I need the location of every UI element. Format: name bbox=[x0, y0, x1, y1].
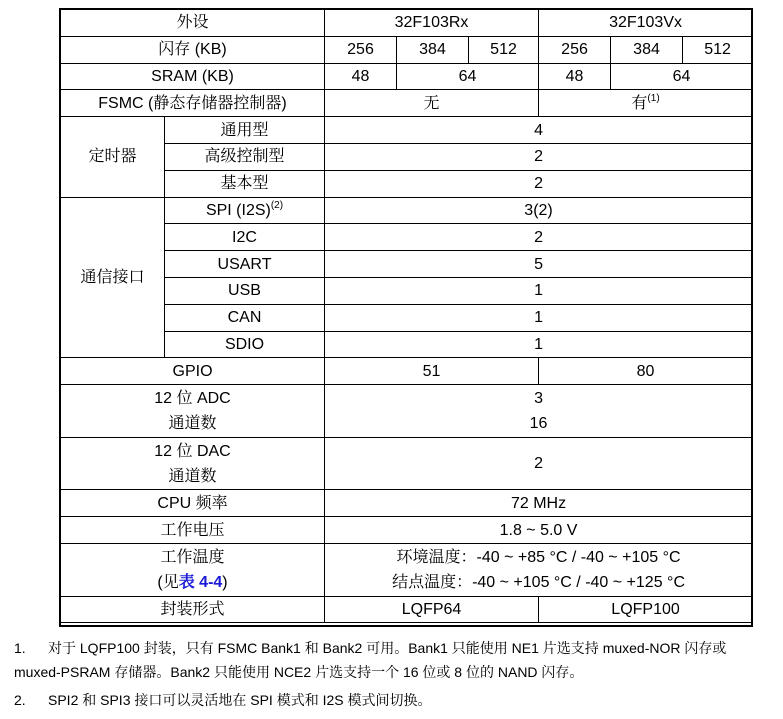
footnote-line bbox=[14, 636, 726, 660]
footnote-2 bbox=[14, 688, 432, 712]
temp-value-line1: 环境温度：-40 ~ +85 °C / -40 ~ +105 °C bbox=[396, 548, 681, 566]
package-rx: LQFP64 bbox=[325, 596, 539, 623]
timer-group-label: 定时器 bbox=[61, 117, 165, 197]
flash-cell: 384 bbox=[611, 36, 683, 63]
footnote-number: 2. bbox=[14, 692, 26, 708]
comm-value: 1 bbox=[325, 331, 753, 358]
comm-label: SDIO bbox=[165, 331, 325, 358]
table-ref-link[interactable]: 表 4-4 bbox=[178, 573, 223, 591]
flash-cell: 512 bbox=[683, 36, 753, 63]
adc-row bbox=[61, 385, 753, 438]
gpio-vx: 80 bbox=[539, 358, 753, 385]
comm-label: I2C bbox=[165, 224, 325, 251]
flash-cell: 512 bbox=[469, 36, 539, 63]
flash-cell: 384 bbox=[397, 36, 469, 63]
cpu-value: 72 MHz bbox=[325, 490, 753, 517]
comm-row bbox=[61, 251, 753, 278]
timer-value: 2 bbox=[325, 143, 753, 170]
sram-cell: 48 bbox=[539, 63, 611, 90]
spec-table bbox=[60, 9, 753, 623]
comm-label: USB bbox=[165, 277, 325, 304]
dac-label bbox=[61, 437, 325, 490]
comm-row bbox=[61, 224, 753, 251]
dac-value: 2 bbox=[325, 437, 753, 490]
temp-ref-post: ) bbox=[222, 573, 228, 591]
fsmc-rx: 无 bbox=[325, 90, 539, 117]
comm-row bbox=[61, 197, 753, 224]
comm-row bbox=[61, 304, 753, 331]
comm-value: 3(2) bbox=[325, 197, 753, 224]
fsmc-vx bbox=[539, 90, 753, 117]
comm-row bbox=[61, 277, 753, 304]
temp-label-line2 bbox=[61, 570, 324, 595]
dac-label-line2: 通道数 bbox=[168, 467, 217, 485]
adc-value-line2: 16 bbox=[529, 414, 548, 432]
adc-label-line2: 通道数 bbox=[168, 414, 217, 432]
temp-label bbox=[61, 543, 325, 596]
timer-value: 2 bbox=[325, 170, 753, 197]
temp-value bbox=[325, 543, 753, 596]
temp-ref-pre: (见 bbox=[157, 573, 179, 591]
gpio-rx: 51 bbox=[325, 358, 539, 385]
comm-group-label: 通信接口 bbox=[61, 197, 165, 358]
gpio-row bbox=[61, 358, 753, 385]
timer-label: 基本型 bbox=[165, 170, 325, 197]
footnote-line: muxed-PSRAM 存储器。Bank2 只能使用 NCE2 片选支持一个 16 位或 8 位的 NAND 闪存。 bbox=[14, 664, 584, 680]
package-vx: LQFP100 bbox=[539, 596, 753, 623]
footnote-ref: (2) bbox=[270, 199, 284, 211]
adc-label-line1: 12 位 ADC bbox=[154, 389, 231, 407]
adc-value bbox=[325, 385, 753, 438]
footnote-text: 对于 LQFP100 封装，只有 FSMC Bank1 和 Bank2 可用。Bank1 只能使用 NE1 片选支持 muxed-NOR 闪存或 bbox=[48, 640, 727, 656]
temp-row bbox=[61, 543, 753, 596]
header-vx: 32F103Vx bbox=[539, 10, 753, 37]
flash-row bbox=[61, 36, 753, 63]
header-rx: 32F103Rx bbox=[325, 10, 539, 37]
package-label: 封装形式 bbox=[61, 596, 325, 623]
flash-label: 闪存 (KB) bbox=[61, 36, 325, 63]
comm-label bbox=[165, 197, 325, 224]
voltage-row bbox=[61, 517, 753, 544]
sram-row bbox=[61, 63, 753, 90]
timer-row bbox=[61, 170, 753, 197]
comm-label: USART bbox=[165, 251, 325, 278]
header-row bbox=[61, 10, 753, 37]
timer-row bbox=[61, 143, 753, 170]
fsmc-vx-value: 有 bbox=[631, 94, 648, 112]
temp-label-line1: 工作温度 bbox=[160, 548, 225, 566]
dac-label-line1: 12 位 DAC bbox=[154, 442, 231, 460]
comm-value: 2 bbox=[325, 224, 753, 251]
timer-value: 4 bbox=[325, 117, 753, 144]
footnote-ref: (1) bbox=[647, 92, 660, 104]
cpu-label: CPU 频率 bbox=[61, 490, 325, 517]
footnote-text: SPI2 和 SPI3 接口可以灵活地在 SPI 模式和 I2S 模式间切换。 bbox=[48, 692, 432, 708]
package-row bbox=[61, 596, 753, 623]
adc-value-line1: 3 bbox=[534, 389, 543, 407]
flash-cell: 256 bbox=[539, 36, 611, 63]
adc-label bbox=[61, 385, 325, 438]
comm-row bbox=[61, 331, 753, 358]
timer-label: 高级控制型 bbox=[165, 143, 325, 170]
timer-label: 通用型 bbox=[165, 117, 325, 144]
cpu-row bbox=[61, 490, 753, 517]
timer-row bbox=[61, 117, 753, 144]
flash-cell: 256 bbox=[325, 36, 397, 63]
sram-cell: 64 bbox=[611, 63, 753, 90]
voltage-label: 工作电压 bbox=[61, 517, 325, 544]
comm-label: CAN bbox=[165, 304, 325, 331]
fsmc-row bbox=[61, 90, 753, 117]
footnote-number: 1. bbox=[14, 640, 26, 656]
comm-value: 1 bbox=[325, 277, 753, 304]
sram-cell: 48 bbox=[325, 63, 397, 90]
gpio-label: GPIO bbox=[61, 358, 325, 385]
spi-label: SPI (I2S) bbox=[205, 201, 271, 219]
sram-cell: 64 bbox=[397, 63, 539, 90]
header-label: 外设 bbox=[61, 10, 325, 37]
temp-value-line2: 结点温度：-40 ~ +105 °C / -40 ~ +125 °C bbox=[392, 573, 685, 591]
comm-value: 5 bbox=[325, 251, 753, 278]
dac-row bbox=[61, 437, 753, 490]
comm-value: 1 bbox=[325, 304, 753, 331]
voltage-value: 1.8 ~ 5.0 V bbox=[325, 517, 753, 544]
footnote-1 bbox=[14, 636, 726, 684]
sram-label: SRAM (KB) bbox=[61, 63, 325, 90]
fsmc-label: FSMC (静态存储器控制器) bbox=[61, 90, 325, 117]
